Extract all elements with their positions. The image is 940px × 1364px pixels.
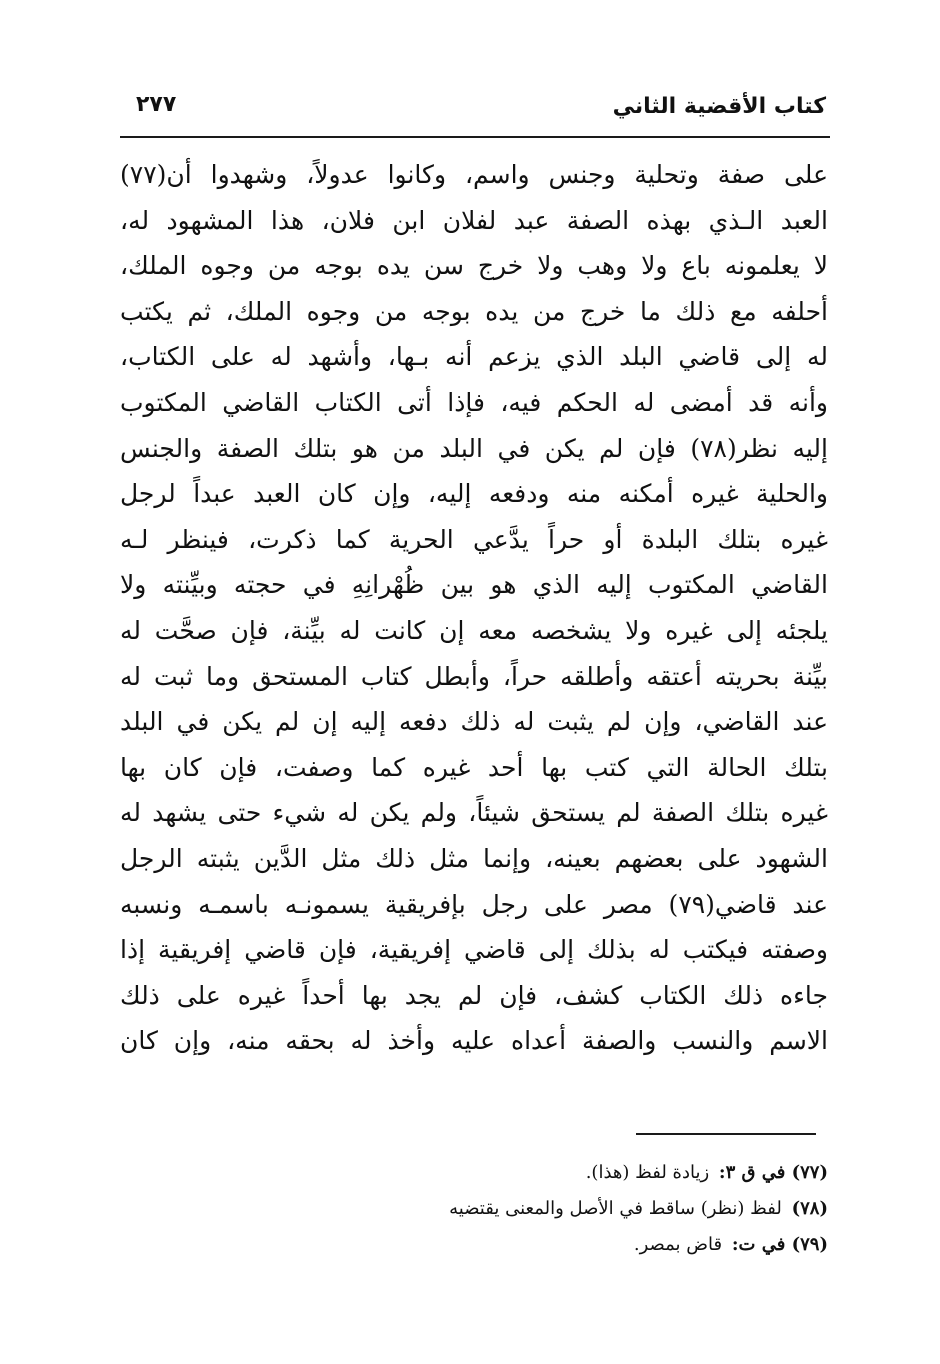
text-line: إليه نظر(٧٨) فإن لم يكن في البلد من هو بتلك الصفة والجنس <box>120 433 828 463</box>
footnote-number: (٧٩) في ت: <box>731 1234 828 1255</box>
text-line: وصفته فيكتب له بذلك إلى قاضي إفريقية، فإن قاضي إفريقية إذا <box>120 935 828 965</box>
running-title: كتاب الأقضية الثاني <box>612 94 826 119</box>
footnote-text: قاض بمصر. <box>633 1234 723 1255</box>
footnote-text: لفظ (نظر) ساقط في الأصل والمعنى يقتضيه <box>449 1198 782 1219</box>
text-line: عند القاضي، وإن لم يثبت له ذلك دفعه إليه إن لم يكن في البلد <box>120 707 828 737</box>
footnotes <box>120 1155 828 1263</box>
text-line: يلجئه إلى غيره ولا يشخصه معه إن كانت له بيِّنة، فإن صحَّت له <box>120 615 828 645</box>
text-line: القاضي المكتوب إليه الذي هو بين ظُهْرانِهِ في حجته وبيِّنته ولا <box>120 570 828 600</box>
main-text <box>120 152 828 1064</box>
footnote-77 <box>120 1155 828 1191</box>
footnote-number: (٧٧) في ق ٣: <box>718 1162 828 1183</box>
text-line: لا يعلمونه باع ولا وهب ولا خرج سن يده بوجه من وجوه الملك، <box>120 251 828 281</box>
page-number: ٢٧٧ <box>136 92 177 117</box>
page-header <box>120 88 830 138</box>
footnote-number: (٧٨) <box>791 1198 828 1219</box>
footnote-78 <box>120 1191 828 1227</box>
footnote-separator <box>636 1133 816 1135</box>
footnote-79 <box>120 1227 828 1263</box>
text-line: له إلى قاضي البلد الذي يزعم أنه بـها، وأشهد له على الكتاب، <box>120 342 828 372</box>
text-line: بيِّنة بحريته أعتقه وأطلقه حراً، وأبطل كتاب المستحق وما ثبت له <box>120 661 828 691</box>
text-line: وأنه قد أمضى له الحكم فيه، فإذا أتى الكتاب القاضي المكتوب <box>120 387 828 417</box>
text-line: جاءه ذلك الكتاب كشف، فإن لم يجد بها أحداً غيره على ذلك <box>120 980 828 1010</box>
text-line: الاسم والنسب والصفة أعداه عليه وأخذ له بحقه منه، وإن كان <box>120 1026 828 1056</box>
footnote-text: زيادة لفظ (هذا). <box>585 1162 710 1183</box>
text-line: أحلفه مع ذلك ما خرج من يده بوجه من وجوه الملك، ثم يكتب <box>120 296 828 326</box>
text-line: والحلية غيره أمكنه منه ودفعه إليه، وإن كان العبد عبداً لرجل <box>120 479 828 509</box>
text-line: غيره بتلك البلدة أو حراً يدَّعي الحرية كما ذكرت، فينظر لـه <box>120 524 828 554</box>
text-line: على صفة وتحلية وجنس واسم، وكانوا عدولاً، وشهدوا أن(٧٧) <box>120 160 828 189</box>
text-line: الشهود على بعضهم بعينه، وإنما مثل ذلك مثل الدَّين يثبته الرجل <box>120 843 828 873</box>
text-line: غيره بتلك الصفة لم يستحق شيئاً، ولم يكن له شيء حتى يشهد له <box>120 798 828 828</box>
text-line: العبد الـذي بهذه الصفة عبد لفلان ابن فلان، هذا المشهود له، <box>120 205 828 235</box>
text-line: عند قاضي(٧٩) مصر على رجل بإفريقية يسمونـه باسمـه ونسبه <box>120 889 828 919</box>
text-line: بتلك الحالة التي كتب بها أحد غيره كما وصفت، فإن كان بها <box>120 752 828 782</box>
